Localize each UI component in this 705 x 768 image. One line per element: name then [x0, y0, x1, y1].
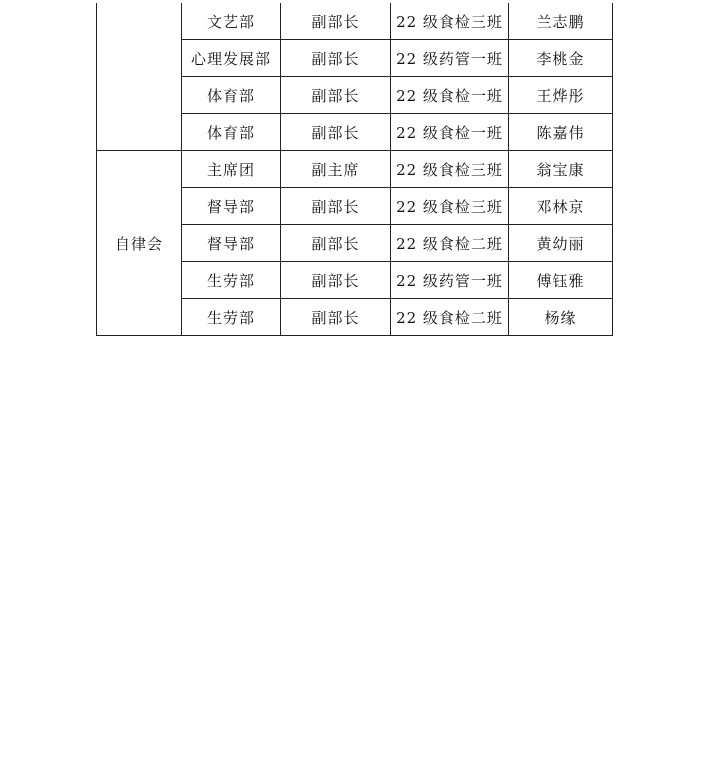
name-cell: 王烨彤: [509, 77, 613, 114]
position-cell: 副部长: [281, 225, 391, 262]
position-cell: 副主席: [281, 151, 391, 188]
class-cell: 22 级食检三班: [391, 151, 509, 188]
table-row: [97, 151, 613, 188]
dept-cell: 生劳部: [182, 262, 281, 299]
org-cell: 自律会: [97, 151, 182, 336]
dept-cell: 体育部: [182, 77, 281, 114]
position-cell: 副部长: [281, 40, 391, 77]
class-cell: 22 级药管一班: [391, 262, 509, 299]
name-cell: 陈嘉伟: [509, 114, 613, 151]
dept-cell: 体育部: [182, 114, 281, 151]
name-cell: 黄幼丽: [509, 225, 613, 262]
name-cell: 李桃金: [509, 40, 613, 77]
class-cell: 22 级食检一班: [391, 114, 509, 151]
position-cell: 副部长: [281, 262, 391, 299]
dept-cell: 督导部: [182, 188, 281, 225]
position-cell: 副部长: [281, 188, 391, 225]
dept-cell: 文艺部: [182, 3, 281, 40]
dept-cell: 生劳部: [182, 299, 281, 336]
class-cell: 22 级食检三班: [391, 3, 509, 40]
position-cell: 副部长: [281, 114, 391, 151]
table-row: [97, 3, 613, 40]
position-cell: 副部长: [281, 77, 391, 114]
dept-cell: 督导部: [182, 225, 281, 262]
roster-table: [96, 3, 613, 336]
org-cell: [97, 3, 182, 151]
class-cell: 22 级药管一班: [391, 40, 509, 77]
class-cell: 22 级食检二班: [391, 225, 509, 262]
class-cell: 22 级食检二班: [391, 299, 509, 336]
name-cell: 傅钰雅: [509, 262, 613, 299]
position-cell: 副部长: [281, 3, 391, 40]
dept-cell: 主席团: [182, 151, 281, 188]
dept-cell: 心理发展部: [182, 40, 281, 77]
name-cell: 兰志鹏: [509, 3, 613, 40]
position-cell: 副部长: [281, 299, 391, 336]
class-cell: 22 级食检一班: [391, 77, 509, 114]
class-cell: 22 级食检三班: [391, 188, 509, 225]
name-cell: 邓林京: [509, 188, 613, 225]
name-cell: 杨缘: [509, 299, 613, 336]
name-cell: 翁宝康: [509, 151, 613, 188]
